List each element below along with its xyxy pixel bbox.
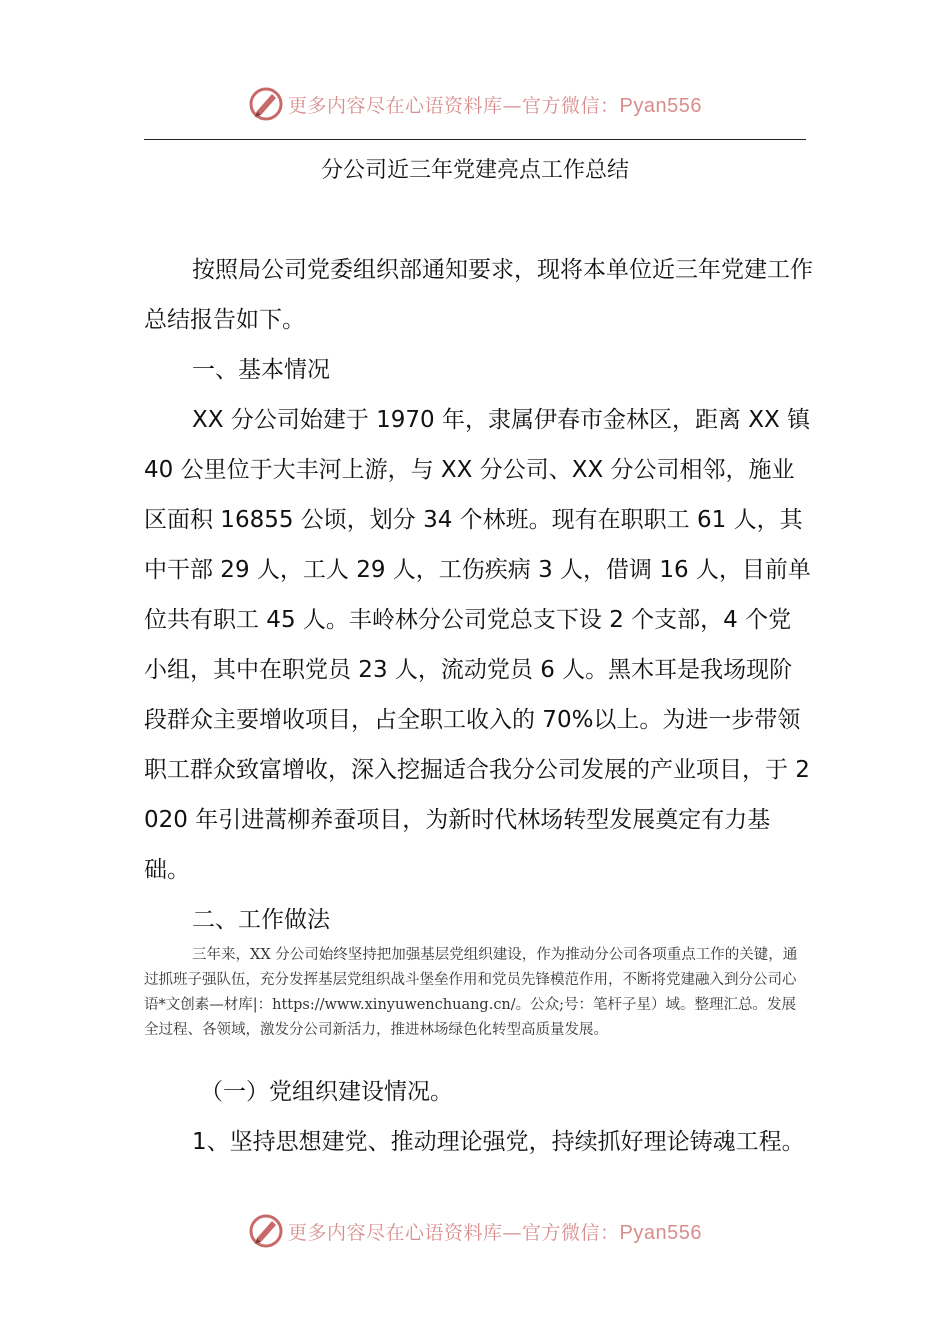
intro-paragraph: 按照局公司党委组织部通知要求，现将本单位近三年党建工作总结报告如下。: [144, 257, 813, 333]
pen-logo-icon: [248, 86, 284, 122]
header-divider: [144, 139, 806, 140]
pen-logo-icon: [248, 1213, 284, 1249]
header-watermark: [0, 82, 950, 126]
section-heading-work-methods: 二、工作做法: [192, 907, 330, 933]
watermark-slogan: 更多内容尽在心语资料库—官方微信：: [288, 94, 620, 117]
watermark-slogan: 更多内容尽在心语资料库—官方微信：: [288, 1221, 620, 1244]
work-methods-paragraph: 三年来，XX 分公司始终坚持把加强基层党组织建设，作为推动分公司各项重点工作的关键，通过抓班子强队伍，充分发挥基层党组织战斗堡垒作用和党员先锋模范作用，不断将党建融入到分公司心语*文创素—材库|：https://www.xinyuwenchuang.cn/。公众;号：笔杆子星）域。整理汇总。发展全过程、各领域，激发分公司新活力，推进林场绿色化转型高质量发展。: [144, 947, 798, 1038]
footer-watermark: [0, 1209, 950, 1253]
section-heading-basic-info: 一、基本情况: [192, 357, 330, 383]
watermark-wechat-id: Pyan556: [619, 1221, 702, 1244]
item-heading-theory: 1、坚持思想建党、推动理论强党，持续抓好理论铸魂工程。: [192, 1129, 805, 1155]
document-title: 分公司近三年党建亮点工作总结: [320, 158, 629, 183]
basic-info-paragraph: XX 分公司始建于 1970 年，隶属伊春市金林区，距离 XX 镇 40 公里位于大丰河上游，与 XX 分公司、XX 分公司相邻，施业区面积 16855 公顷，划分 34 个林班。现有在职职工 61 人，其中干部 29 人，工人 29 人，工伤疾病 3 人，借调 16 人，目前单位共有职工 45 人。丰岭林分公司党总支下设 2 个支部，4 个党小组，其中在职党员 23 人，流动党员 6 人。黑木耳是我场现阶段群众主要增收项目，占全职工收入的 70%以上。为进一步带领职工群众致富增收，深入挖掘适合我分公司发展的产业项目，于 2020 年引进蒿柳养蚕项目，为新时代林场转型发展奠定有力基础。: [144, 407, 811, 883]
subsection-heading-party-building: （一）党组织建设情况。: [200, 1079, 453, 1105]
document-body: [144, 245, 814, 945]
watermark-text: [288, 91, 702, 118]
watermark-text: [288, 1218, 702, 1245]
watermark-wechat-id: Pyan556: [619, 94, 702, 117]
